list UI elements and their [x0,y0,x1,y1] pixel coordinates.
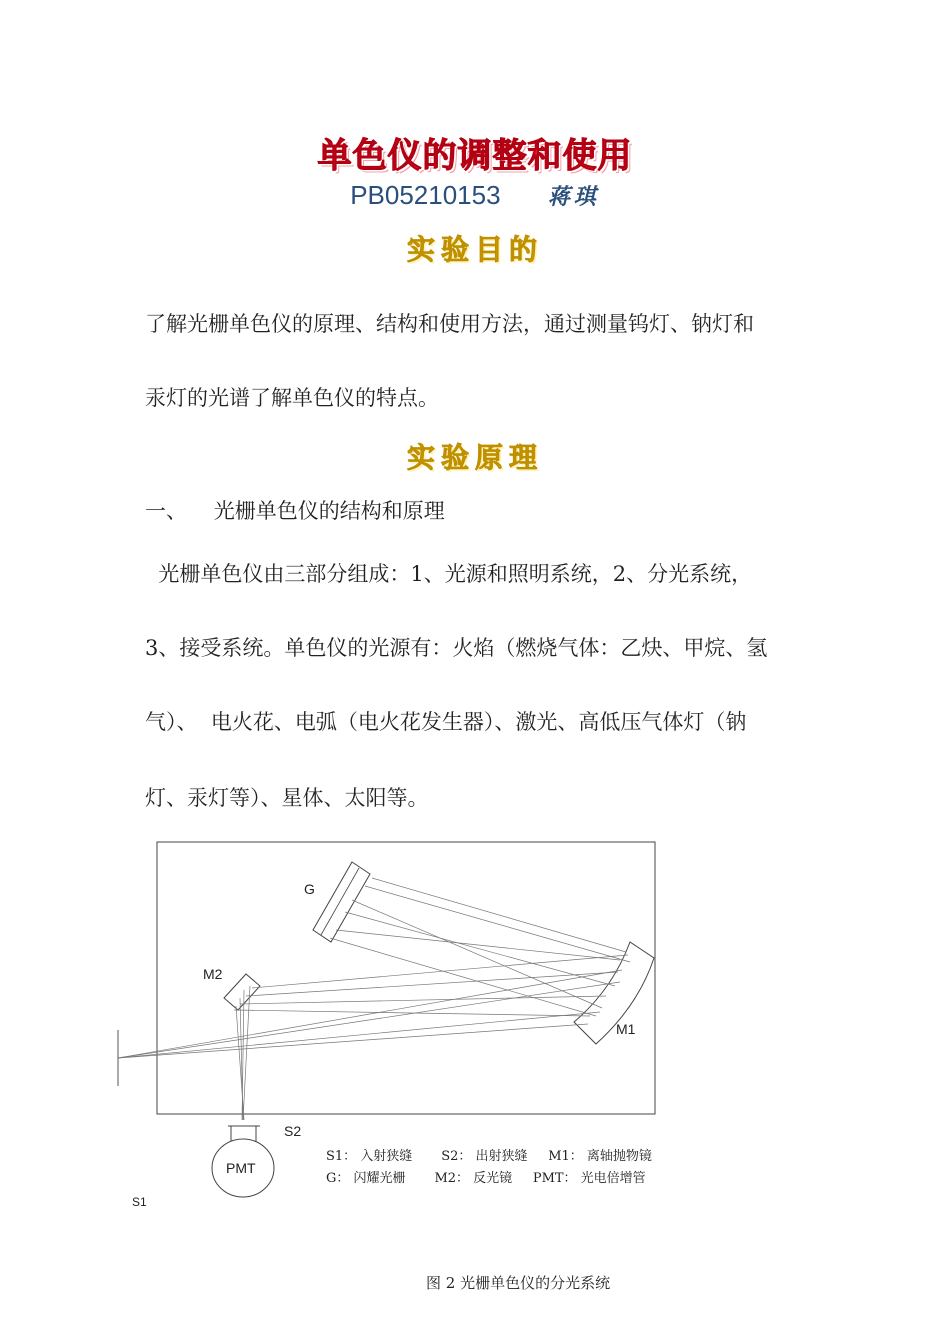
subsection-heading: 一、 光栅单色仪的结构和原理 [145,499,445,523]
label-pmt: PMT [226,1160,256,1176]
purpose-line-1: 了解光栅单色仪的原理、结构和使用方法，通过测量钨灯、钠灯和 [145,312,754,336]
figure-caption: 图 2 光栅单色仪的分光系统 [426,1274,611,1292]
paper-title: 单色仪的调整和使用 [317,136,633,176]
label-s1: S1 [132,1195,147,1209]
mirror-m2 [224,974,260,1010]
label-m2: M2 [203,966,223,982]
body-line-2: 3、接受系统。单色仪的光源有：火焰（燃烧气体：乙炔、甲烷、氢 [145,636,768,660]
author-name: 蒋琪 [547,184,600,210]
monochromator-diagram [0,820,950,1240]
legend-row-2: G： 闪耀光栅 M2： 反光镜 PMT： 光电倍增管 [326,1171,646,1186]
body-line-3: 气）、 电火花、电弧（电火花发生器）、激光、高低压气体灯（钠 [145,710,747,734]
label-g: G [304,881,315,897]
student-id: PB05210153 [350,180,501,210]
author-line [0,180,950,211]
body-line-4: 灯、汞灯等）、星体、太阳等。 [145,786,429,810]
principle-heading: 实验原理 [406,441,543,474]
label-s2: S2 [284,1123,302,1139]
legend-row-1: S1： 入射狭缝 S2： 出射狭缝 M1： 离轴抛物镜 [326,1149,652,1164]
label-m1: M1 [616,1021,636,1037]
body-line-1: 光栅单色仪由三部分组成：1、光源和照明系统，2、分光系统， [145,562,753,586]
housing-box [157,842,655,1114]
purpose-line-2: 汞灯的光谱了解单色仪的特点。 [145,386,439,410]
monochromator-figure [0,820,950,1240]
purpose-heading: 实验目的 [406,233,543,266]
grating [313,862,370,942]
light-rays [118,878,630,1120]
